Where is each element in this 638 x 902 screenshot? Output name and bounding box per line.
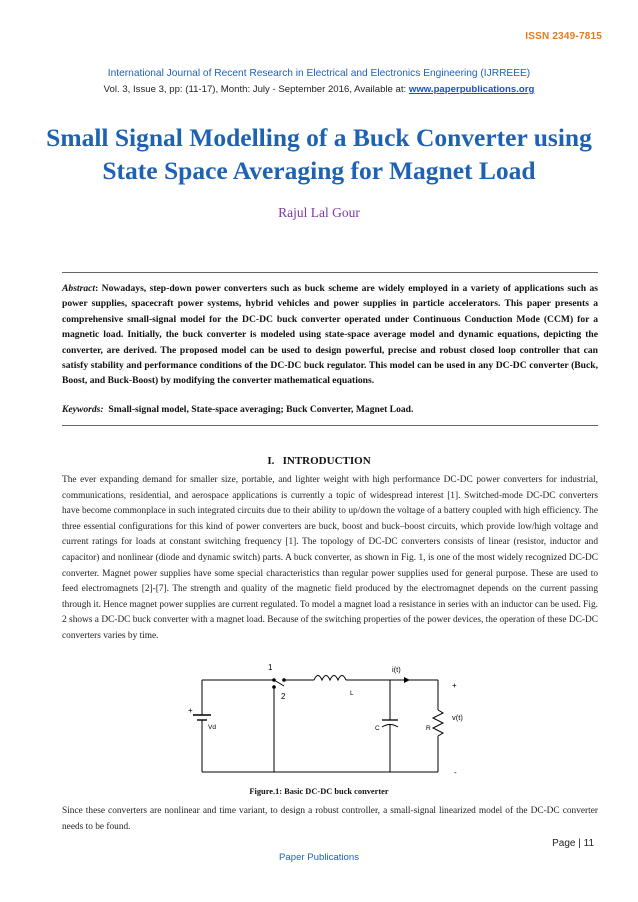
abstract-bottom-rule	[62, 425, 598, 426]
abstract-block	[62, 281, 598, 389]
issn-label: ISSN 2349-7815	[525, 31, 602, 42]
introduction-paragraph: The ever expanding demand for smaller size, portable, and lighter weight with high performance DC-DC power converters for industrial, communications, residential, and aerospace applications is currently a topic of widespread interest [1]. Switched-mode DC-DC converters have become commonplace in such integrated circuits due to their ability to up/down the voltage of a battery coupled with high efficiency. The three essential configurations for this kind of power converters are buck, boost and buck–boost circuits, which provide low/high voltage and current ratings for loads at constant switching frequency [1]. The topology of DC-DC converters consists of linear (resistor, inductor and capacitor) and nonlinear (diode and dynamic switch) parts. A buck converter, as shown in Fig. 1, is one of the most widely recognized DC-DC converter. Magnet power supplies have some special characteristics than regular power supplies used for general purpose. These are used to feed electromagnets [2]-[7]. The strength and quality of the magnetic field produced by the electromagnet depends on the current passing through it. Hence magnet power supplies are current regulated. To model a magnet load a resistance in series with an inductor can be used. Fig. 2 shows a DC-DC buck converter with a magnet load. Because of the switching properties of the power devices, the operation of these DC-DC converters varies by time.	[62, 475, 598, 641]
inductor-coil	[314, 676, 346, 681]
journal-name: International Journal of Recent Research in Electrical and Electronics Engineering (IJRREEE)	[107, 68, 531, 79]
abstract-label: Abstract	[62, 283, 96, 294]
inductor-label: L	[350, 690, 354, 697]
publisher-footer: Paper Publications	[279, 852, 359, 863]
introduction-paragraph-2: Since these converters are nonlinear and time variant, to design a robust controller, a small-signal linearized model of the DC-DC converter needs to be found.	[62, 806, 598, 832]
resistor-label: R	[426, 725, 431, 732]
keywords-block	[62, 404, 598, 415]
capacitor-label: C	[375, 725, 380, 732]
volume-line	[0, 84, 638, 95]
buck-converter-circuit-diagram	[180, 660, 470, 782]
page-number: Page | 11	[552, 838, 594, 849]
source-plus-label: +	[188, 706, 193, 715]
author-name: Rajul Lal Gour	[278, 205, 360, 220]
resistor-zigzag	[433, 710, 443, 736]
output-plus-label: +	[452, 681, 457, 690]
abstract-top-rule	[62, 272, 598, 273]
switch-node-2	[272, 685, 276, 689]
current-arrowhead	[404, 677, 410, 683]
voltage-label: v(t)	[452, 713, 463, 722]
node2-label: 2	[281, 692, 286, 701]
paper-title: Small Signal Modelling of a Buck Converter using State Space Averaging for Magnet Load	[46, 123, 592, 185]
figure-1-caption: Figure.1: Basic DC-DC buck converter	[249, 787, 389, 796]
switch-pivot	[282, 678, 286, 682]
volume-info: Vol. 3, Issue 3, pp: (11-17), Month: July - September 2016, Available at:	[103, 84, 409, 95]
node1-label: 1	[268, 663, 273, 672]
current-label: i(t)	[392, 665, 401, 674]
journal-url-link[interactable]: www.paperpublications.org	[408, 84, 535, 95]
keywords-text: Small-signal model, State-space averaging; Buck Converter, Magnet Load.	[103, 404, 414, 415]
keywords-label: Keywords:	[62, 404, 104, 415]
abstract-text: : Nowadays, step-down power converters such as buck scheme are widely employed in a variety of applications such as power supplies, spacecraft power systems, hybrid vehicles and power supplies in particle accelerators. This paper presents a comprehensive small-signal model for the DC-DC buck converter operated under Continuous Conduction Mode (CCM) for a magnetic load. Initially, the buck converter is modeled using state-space average model and dynamic equations, depicting the converter, are derived. The proposed model can be used to design powerful, precise and robust closed loop controller that can satisfy stability and performance conditions of the DC-DC buck regulator. This model can be used in any DC-DC converter (Buck, Boost, and Buck-Boost) by modifying the converter mathematical equations.	[62, 283, 598, 387]
section-heading-introduction: I. INTRODUCTION	[267, 455, 371, 467]
source-label: Vd	[208, 724, 216, 731]
output-minus-label: -	[454, 768, 457, 777]
switch-node-1	[272, 678, 276, 682]
